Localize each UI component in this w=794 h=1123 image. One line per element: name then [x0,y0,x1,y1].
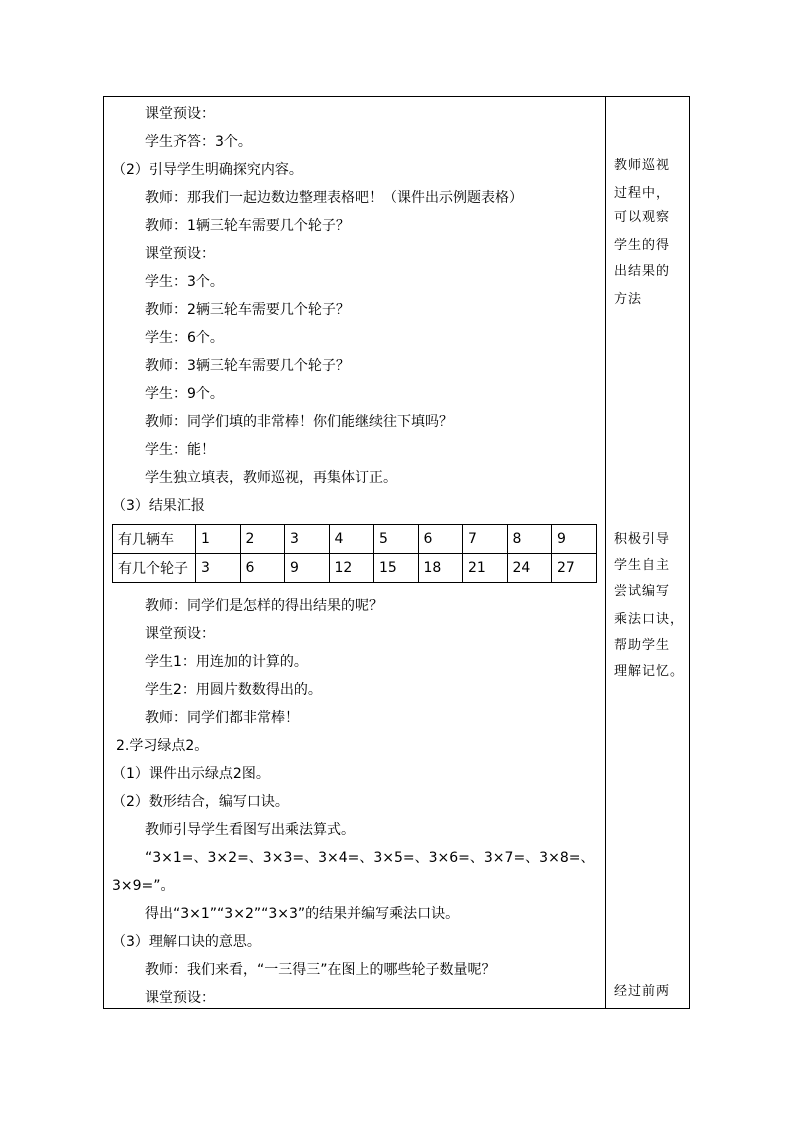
text-line: 教师：3辆三轮车需要几个轮子？ [145,358,350,374]
table-cell: 15 [374,554,419,583]
text-line: （2）引导学生明确探究内容。 [112,162,303,178]
text-line: 学生齐答：3个。 [145,134,252,150]
table-cell: 7 [463,525,508,554]
table-cell: 9 [552,525,597,554]
table-cell: 27 [552,554,597,583]
text-line: 教师：2辆三轮车需要几个轮子？ [145,302,350,318]
note-line: 教师巡视 [614,158,671,173]
table-cell: 6 [418,525,463,554]
table-header-cell: 有几辆车 [113,525,196,554]
table-header-cell: 有几个轮子 [113,554,196,583]
text-line: 课堂预设： [145,990,215,1006]
column-divider [605,96,606,1009]
note-line: 学生的得 [614,238,671,253]
text-line: 学生：3个。 [145,274,224,290]
text-line: 课堂预设： [145,106,215,122]
text-line: 学生：6个。 [145,330,224,346]
note-line: 乘法口诀， [614,612,685,627]
text-line: 课堂预设： [145,246,215,262]
result-table [112,524,597,583]
table-cell: 9 [285,554,330,583]
table-cell: 8 [507,525,552,554]
text-line: 3×9=”。 [112,878,175,894]
table-cell: 2 [240,525,285,554]
note-line: 出结果的 [614,264,671,279]
text-line: 学生独立填表，教师巡视，再集体订正。 [145,470,397,486]
note-line: 可以观察 [614,210,671,225]
text-line: 学生1：用连加的计算的。 [145,654,308,670]
text-line: 2.学习绿点2。 [116,738,209,754]
table-cell: 18 [418,554,463,583]
note-line: 尝试编写 [614,584,671,599]
note-line: 理解记忆。 [614,664,685,679]
text-line: （3）结果汇报 [112,498,205,514]
table-row [113,525,597,554]
text-line: 学生：能！ [145,442,215,458]
text-line: 教师：那我们一起边数边整理表格吧！（课件出示例题表格） [145,190,523,206]
text-line: 教师引导学生看图写出乘法算式。 [145,822,355,838]
text-line: 教师：我们来看，“一三得三”在图上的哪些轮子数量呢？ [145,962,496,978]
table-cell: 24 [507,554,552,583]
text-line: 教师：1辆三轮车需要几个轮子？ [145,218,350,234]
note-line: 方法 [614,292,643,307]
note-line: 学生自主 [614,558,671,573]
table-cell: 3 [196,554,241,583]
text-line: 教师：同学们填的非常棒！你们能继续往下填吗？ [145,414,453,430]
text-line: （3）理解口诀的意思。 [112,934,261,950]
text-line: 课堂预设： [145,626,215,642]
text-line: （1）课件出示绿点2图。 [112,766,270,782]
table-cell: 3 [285,525,330,554]
text-line: 学生2：用圆片数数得出的。 [145,682,322,698]
text-line: （2）数形结合，编写口诀。 [112,794,289,810]
note-line: 过程中， [614,186,671,201]
table-cell: 6 [240,554,285,583]
table-cell: 12 [329,554,374,583]
table-cell: 4 [329,525,374,554]
text-line: 教师：同学们都非常棒！ [145,710,299,726]
table-cell: 5 [374,525,419,554]
text-line: 学生：9个。 [145,386,224,402]
note-line: 帮助学生 [614,638,671,653]
table-cell: 21 [463,554,508,583]
table-row [113,554,597,583]
note-line: 经过前两 [614,984,671,999]
text-line: “3×1=、3×2=、3×3=、3×4=、3×5=、3×6=、3×7=、3×8=、 [145,850,595,866]
text-line: 教师：同学们是怎样的得出结果的呢？ [145,598,383,614]
table-cell: 1 [196,525,241,554]
text-line: 得出“3×1”“3×2”“3×3”的结果并编写乘法口诀。 [145,906,460,922]
note-line: 积极引导 [614,532,671,547]
